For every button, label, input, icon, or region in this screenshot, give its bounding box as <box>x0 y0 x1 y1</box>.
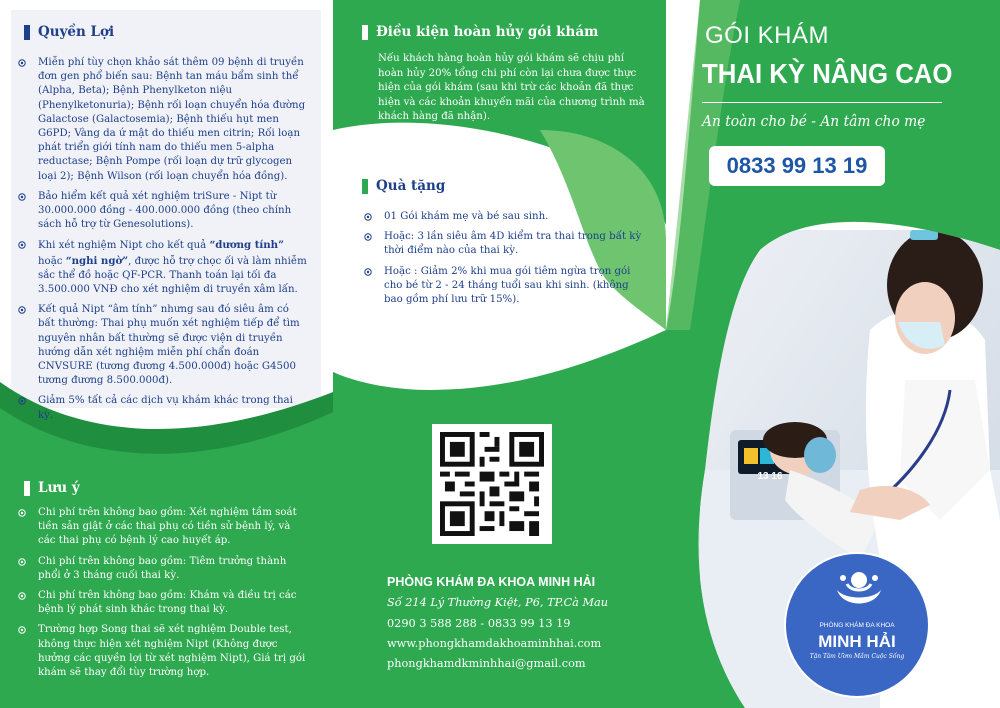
clinic-address: Số 214 Lý Thường Kiệt, P6, TP.Cà Mau <box>387 596 609 609</box>
flower-bullet-icon <box>18 241 26 249</box>
clinic-website[interactable]: www.phongkhamdakhoaminhhai.com <box>387 637 602 650</box>
flower-bullet-icon <box>18 626 26 634</box>
list-item: Chi phí trên không bao gồm: Xét nghiệm tầm soát tiền sản giật ở các thai phụ có tiền sử bệnh lý, và các thai phụ có bệnh lý cao huyết áp. <box>16 506 308 549</box>
list-item: Giảm 5% tất cả các dịch vụ khám khác trong thai kỳ. <box>16 394 308 422</box>
list-item: Kết quả Nipt “âm tính” nhưng sau đó siêu âm có bất thường: Thai phụ muốn xét nghiệm tiếp để tìm nguyên nhân bất thường sẽ được viện di truyền hướng dẫn xét nghiệm miễn phí chẩn đoán CNVSURE (tương đương 4.500.000đ) hoặc G4500 tương đương 8.500.000đ). <box>16 303 308 388</box>
benefits-heading <box>24 24 114 40</box>
flower-bullet-icon <box>18 397 26 405</box>
flower-bullet-icon <box>18 509 26 517</box>
cancellation-text: Nếu khách hàng hoàn hủy gói khám sẽ chịu phí hoàn hủy 20% tổng chi phí còn lại chưa được thực hiện của gói khám (sau khi trừ các khoản đã thực hiện và các khoản khuyến mãi của chương trình mà khách hàng đã nhận). <box>378 53 645 123</box>
heading-bar-icon <box>24 481 30 496</box>
cancellation-heading <box>362 24 598 40</box>
list-item: Miễn phí tùy chọn khảo sát thêm 09 bệnh di truyền đơn gen phổ biến sau: Bệnh tan máu bẩm sinh thể (Alpha, Beta); Bệnh Phenylketon niệu (Phenylketonuria); Bệnh rối loạn chuyển hóa đường Galactose (Galactosemia); Bệnh thiếu hụt men G6PD; Vàng da ứ mật do thiếu men citrin; Rối loạn phát triển giới tính nam do thiếu men 5-alpha reductase; Bệnh Pompe (rối loạn dự trữ glycogen loại 2); Bệnh Wilson (rối loạn chuyển hóa đồng). <box>16 56 308 184</box>
heading-bar-icon <box>362 179 368 194</box>
logo-name: MINH HẢI <box>818 632 896 651</box>
benefits-title: Quyền Lợi <box>38 24 115 40</box>
flower-bullet-icon <box>364 233 372 241</box>
flower-bullet-icon <box>18 558 26 566</box>
heading-bar-icon <box>362 25 368 40</box>
monitor-reading: 13 16 <box>757 471 783 482</box>
qr-code[interactable] <box>432 424 552 544</box>
list-item: Bảo hiểm kết quả xét nghiệm triSure - Nipt từ 30.000.000 đồng - 400.000.000 đồng (theo chính sách hỗ trợ từ Genesolutions). <box>16 190 308 233</box>
title-line-1: GÓI KHÁM <box>705 22 830 49</box>
list-item: Khi xét nghiệm Nipt cho kết quả “dương tính” hoặc “nghi ngờ”, được hỗ trợ chọc ối và làm nhiễm sắc thể đồ hoặc QF-PCR. Thanh toán lại tối đa 3.500.000 VNĐ cho xét nghiệm di truyền xâm lấn. <box>16 238 308 297</box>
list-item: 01 Gói khám mẹ và bé sau sinh. <box>362 210 646 224</box>
flower-bullet-icon <box>18 592 26 600</box>
list-item: Chi phí trên không bao gồm: Tiêm trưởng thành phổi ở 3 tháng cuối thai kỳ. <box>16 555 308 583</box>
list-item: Chi phí trên không bao gồm: Khám và điều trị các bệnh lý phát sinh khác trong thai kỳ. <box>16 589 308 617</box>
notes-title: Lưu ý <box>38 480 80 496</box>
clinic-logo <box>784 552 930 698</box>
list-item: Hoặc : Giảm 2% khi mua gói tiêm ngừa trọn gói cho bé từ 2 - 24 tháng tuổi sau khi sinh. (không bao gồm phí lưu trữ 15%). <box>362 265 646 308</box>
logo-mark-icon <box>829 566 889 616</box>
flower-bullet-icon <box>18 193 26 201</box>
benefits-list <box>16 56 308 429</box>
list-item: Hoặc: 3 lần siêu âm 4D kiểm tra thai trong bất kỳ thời điểm nào của thai kỳ. <box>362 230 646 258</box>
cancellation-title: Điều kiện hoàn hủy gói khám <box>376 24 599 40</box>
logo-top-text: PHÒNG KHÁM ĐA KHOA <box>819 622 895 629</box>
clinic-email[interactable]: phongkhamdkminhhai@gmail.com <box>387 657 586 670</box>
list-item: Trường hợp Song thai sẽ xét nghiệm Double test, không thực hiện xét nghiệm Nipt (Không được hưởng các quyền lợi từ xét nghiệm Nipt), Giá trị gói khám sẽ thay đổi tùy trường hợp. <box>16 623 308 680</box>
logo-tagline: Tận Tâm Ươm Mầm Cuộc Sống <box>809 653 905 660</box>
flower-bullet-icon <box>18 59 26 67</box>
title-line-2: THAI KỲ NÂNG CAO <box>702 58 953 89</box>
gifts-list <box>362 210 646 313</box>
qr-code-icon <box>432 424 552 544</box>
notes-list <box>16 506 308 686</box>
heading-bar-icon <box>24 25 30 40</box>
slogan: An toàn cho bé - An tâm cho mẹ <box>702 112 926 130</box>
hotline-badge[interactable]: 0833 99 13 19 <box>709 146 885 186</box>
flower-bullet-icon <box>364 268 372 276</box>
title-divider <box>702 102 942 103</box>
notes-heading <box>24 480 80 496</box>
clinic-phones: 0290 3 588 288 - 0833 99 13 19 <box>387 617 571 630</box>
clinic-name: PHÒNG KHÁM ĐA KHOA MINH HẢI <box>387 575 596 589</box>
gifts-title: Quà tặng <box>376 178 446 194</box>
flower-bullet-icon <box>18 306 26 314</box>
gifts-heading <box>362 178 445 194</box>
flower-bullet-icon <box>364 213 372 221</box>
